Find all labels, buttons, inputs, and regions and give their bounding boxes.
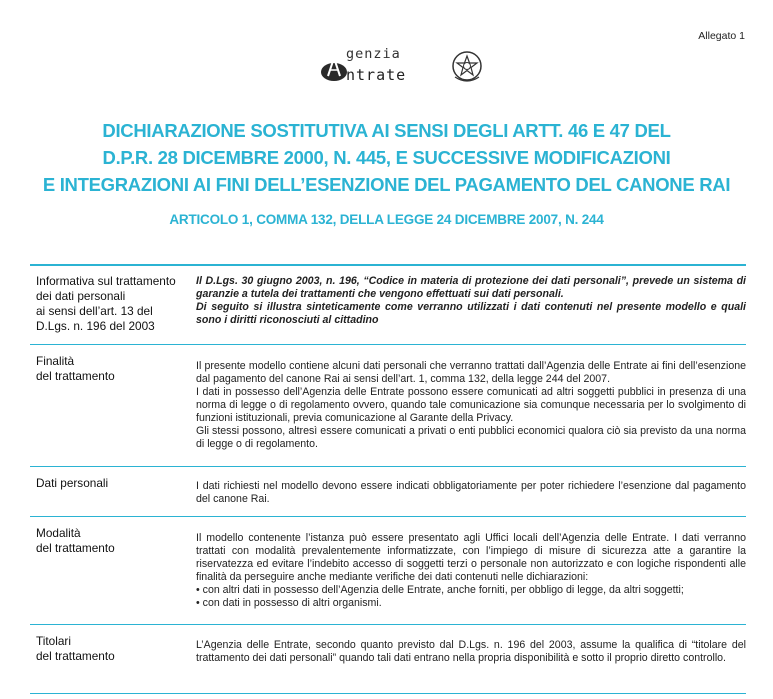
modalita-label: Modalità del trattamento: [36, 526, 115, 555]
title-line-3: E INTEGRAZIONI AI FINI DELL’ESENZIONE DEL PAGAMENTO DEL CANONE RAI: [42, 174, 731, 195]
modalita-bullet-list: [196, 584, 746, 610]
section-divider: [30, 693, 746, 694]
section-divider: [30, 466, 746, 467]
section-divider: [30, 264, 746, 266]
section-divider: [30, 516, 746, 517]
list-item: • con altri dati in possesso dell’Agenzia delle Entrate, anche forniti, per obbligo di legge, da altri soggetti;: [196, 584, 746, 597]
republic-emblem-icon: [450, 47, 484, 85]
finalita-text: Il presente modello contiene alcuni dati personali che verranno trattati dall’Agenzia delle Entrate ai fini dell’esenzione dal pagamento del canone Rai ai sensi dell’art. 1, comma 132, della legge 244 del 2007. I dati in possesso dell’Agenzia delle Entrate possono essere comunicati ad altri soggetti pubblici in presenza di una norma di legge o di regolamento ovvero, quando tale comunicazione sia comunque necessaria per lo svolgimento di funzioni istituzionali, previa comunicazione al Garante della Privacy. Gli stessi possono, altresì essere comunicati a privati o enti pubblici economici qualora ciò sia previsto da una norma di legge o di regolamento.: [196, 360, 746, 450]
agenzia-entrate-logo: [316, 44, 496, 94]
section-divider: [30, 344, 746, 345]
logo-initial-icon: [320, 52, 348, 86]
titolari-text: L’Agenzia delle Entrate, secondo quanto previsto dal D.Lgs. n. 196 del 2003, assume la qualifica di “titolare del trattamento dei dati personali” quando tali dati entrano nella propria disponibilità e sotto il proprio diretto controllo.: [196, 639, 746, 664]
attachment-label: Allegato 1: [698, 30, 745, 42]
logo-line1: genzia: [346, 46, 401, 62]
section-divider: [30, 624, 746, 625]
modalita-text: Il modello contenente l’istanza può essere presentato agli Uffici locali dell’Agenzia delle Entrate. I dati verranno trattati con modalità prevalentemente informatizzate, con l’impiego di misure di sicurezza atte a garantire la riservatezza ed evitare l’indebito accesso di soggetti terzi o personale non autorizzato e con logiche rispondenti alle finalità da perseguire anche mediante verifiche dei dati contenuti nelle dichiarazioni: • con altri dati in possesso dell’Agenzia delle Entrate, anche forniti, per obbligo di legge, da altri soggetti; • con dati in possesso di altri organismi.: [196, 532, 746, 610]
dati-text: I dati richiesti nel modello devono essere indicati obbligatoriamente per poter richiedere l’esenzione dal pagamento del canone Rai.: [196, 480, 746, 505]
informativa-text: Il D.Lgs. 30 giugno 2003, n. 196, “Codice in materia di protezione dei dati personali”, prevede un sistema di garanzie a tutela dei trattamenti che vengono effettuati sui dati personali. Di seguito si illustra sinteticamente come verranno utilizzati i dati contenuti nel presente modello e quali sono i diritti riconosciuti al cittadino: [196, 275, 746, 326]
informativa-label: Informativa sul trattamento dei dati personali ai sensi dell’art. 13 del D.Lgs. n. 196 del 2003: [36, 274, 176, 333]
dati-label: Dati personali: [36, 476, 109, 490]
titolari-label: Titolari del trattamento: [36, 634, 115, 663]
logo-line2: ntrate: [346, 66, 407, 84]
list-item: • con dati in possesso di altri organismi.: [196, 597, 746, 610]
title-line-2: D.P.R. 28 DICEMBRE 2000, N. 445, E SUCCESSIVE MODIFICAZIONI: [102, 147, 671, 168]
finalita-label: Finalità del trattamento: [36, 354, 115, 383]
subtitle: ARTICOLO 1, COMMA 132, DELLA LEGGE 24 DICEMBRE 2007, N. 244: [169, 212, 604, 227]
title-line-1: DICHIARAZIONE SOSTITUTIVA AI SENSI DEGLI ARTT. 46 E 47 DEL: [102, 120, 671, 141]
